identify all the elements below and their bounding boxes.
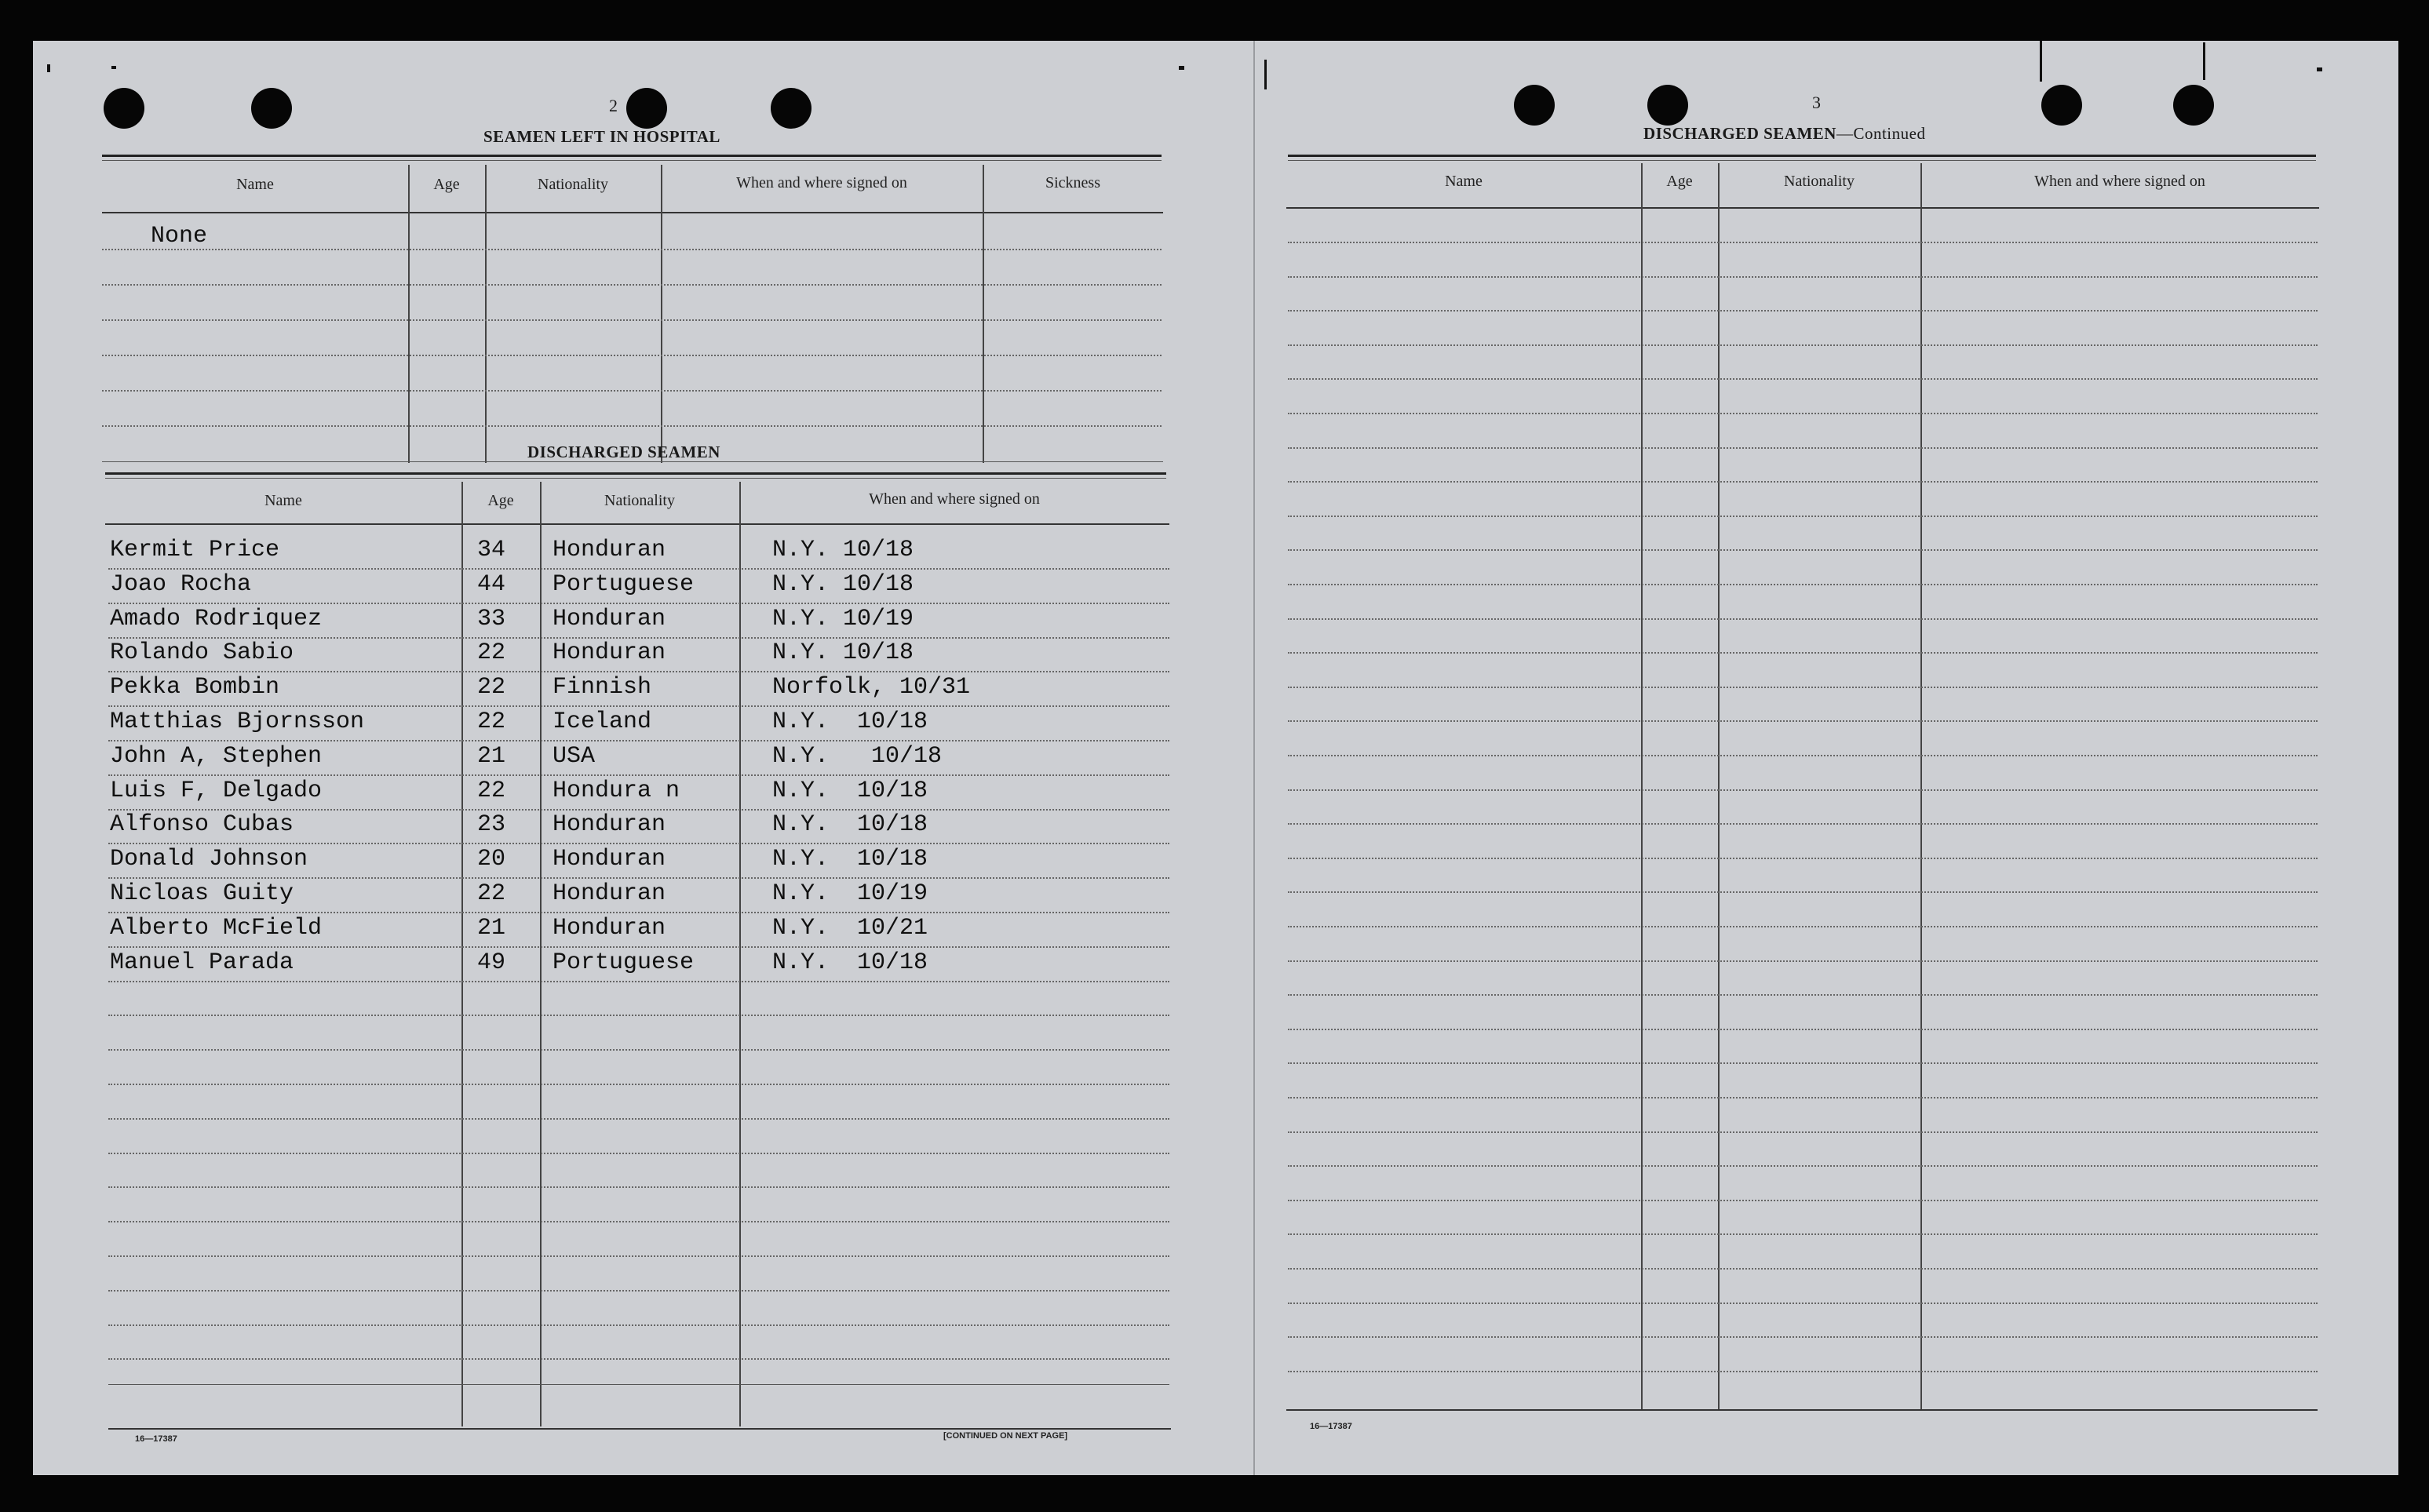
- seaman-signed-on: N.Y. 10/18: [772, 570, 914, 598]
- seaman-age: 34: [477, 537, 506, 563]
- row-rule: [108, 809, 1169, 811]
- row-rule: [1288, 926, 2318, 927]
- seaman-signed-on: N.Y. 10/19: [772, 880, 928, 907]
- seaman-name: John A, Stephen: [110, 742, 323, 770]
- seaman-name: Matthias Bjornsson: [110, 709, 365, 735]
- row-rule: [1288, 858, 2318, 859]
- row-rule: [1288, 1131, 2318, 1133]
- row-rule: [108, 1084, 1169, 1085]
- seaman-signed-on: N.Y. 10/18: [772, 949, 928, 976]
- seaman-age: 22: [477, 777, 506, 804]
- row-rule: [108, 1324, 1169, 1326]
- row-rule: [1288, 1268, 2318, 1270]
- scan-mark: [2040, 41, 2042, 82]
- seaman-signed-on: N.Y. 10/18: [772, 742, 943, 770]
- seaman-nationality: Honduran: [553, 605, 666, 632]
- row-rule: [108, 1049, 1169, 1051]
- row-rule: [1288, 1233, 2318, 1235]
- row-rule: [108, 1153, 1169, 1154]
- binder-hole: [1647, 85, 1688, 126]
- title-suffix: —Continued: [1836, 124, 1926, 143]
- row-rule: [1288, 891, 2318, 893]
- row-rule: [1288, 720, 2318, 722]
- continued-col-age: Age: [1666, 173, 1693, 190]
- row-rule: [108, 1186, 1169, 1188]
- continued-col-nationality: Nationality: [1784, 173, 1855, 190]
- seaman-age: 49: [477, 949, 506, 976]
- hospital-col-name: Name: [236, 176, 274, 193]
- row-rule: [1288, 344, 2318, 346]
- seaman-age: 22: [477, 880, 506, 907]
- seaman-nationality: USA: [553, 742, 596, 770]
- seaman-age: 23: [477, 811, 506, 839]
- row-rule: [1288, 1200, 2318, 1201]
- row-rule: [1288, 687, 2318, 688]
- page-number: 2: [609, 96, 618, 115]
- row-rule: [1288, 789, 2318, 791]
- continued-note: [CONTINUED ON NEXT PAGE]: [943, 1431, 1068, 1441]
- row-rule: [1288, 1303, 2318, 1304]
- seaman-age: 33: [477, 605, 506, 632]
- row-rule: [108, 568, 1169, 570]
- hospital-col-sickness: Sickness: [1045, 174, 1100, 191]
- row-rule: [1288, 1062, 2318, 1064]
- row-rule: [108, 1358, 1169, 1360]
- binder-hole: [626, 88, 667, 129]
- seaman-nationality: Portuguese: [553, 570, 695, 598]
- seaman-age: 20: [477, 846, 506, 873]
- row-rule: [1288, 1371, 2318, 1372]
- seaman-name: Donald Johnson: [110, 846, 308, 873]
- seaman-signed-on: N.Y. 10/21: [772, 914, 928, 942]
- seaman-name: Joao Rocha: [110, 570, 252, 598]
- row-rule: [1288, 413, 2318, 414]
- seaman-signed-on: N.Y. 10/18: [772, 709, 928, 735]
- row-rule: [108, 637, 1169, 639]
- seaman-name: Alfonso Cubas: [110, 811, 294, 839]
- seaman-nationality: Honduran: [553, 811, 666, 839]
- row-rule: [1288, 242, 2318, 243]
- binder-hole: [2041, 85, 2082, 126]
- row-rule: [1288, 618, 2318, 620]
- seaman-signed-on: N.Y. 10/18: [772, 846, 928, 873]
- seaman-signed-on: N.Y. 10/18: [772, 777, 928, 804]
- title-main: DISCHARGED SEAMEN: [1643, 124, 1836, 143]
- seaman-nationality: Finnish: [553, 674, 652, 701]
- row-rule: [1288, 584, 2318, 585]
- seaman-name: Manuel Parada: [110, 949, 294, 976]
- seaman-signed-on: N.Y. 10/18: [772, 639, 914, 667]
- row-rule: [1288, 652, 2318, 654]
- row-rule: [1288, 276, 2318, 278]
- seaman-name: Rolando Sabio: [110, 639, 294, 667]
- row-rule: [108, 877, 1169, 879]
- row-rule: [1288, 994, 2318, 996]
- continued-col-name: Name: [1445, 173, 1483, 190]
- seaman-name: Nicloas Guity: [110, 880, 294, 907]
- binder-hole: [251, 88, 292, 129]
- seaman-age: 44: [477, 570, 506, 598]
- scan-mark: [2203, 42, 2205, 80]
- seaman-signed-on: N.Y. 10/18: [772, 537, 914, 563]
- row-rule: [1288, 823, 2318, 825]
- row-rule: [1288, 1165, 2318, 1167]
- left-page: [33, 41, 1253, 1475]
- seaman-nationality: Honduran: [553, 639, 666, 667]
- scan-mark: [111, 66, 116, 69]
- row-rule: [108, 603, 1169, 604]
- row-rule: [108, 843, 1169, 844]
- discharged-col-age: Age: [487, 492, 514, 509]
- row-rule: [1288, 1336, 2318, 1338]
- scan-mark: [1264, 60, 1267, 89]
- seaman-age: 21: [477, 914, 506, 942]
- discharged-col-nationality: Nationality: [604, 492, 675, 509]
- binder-hole: [2173, 85, 2214, 126]
- seaman-name: Alberto McField: [110, 914, 323, 942]
- row-rule: [108, 1118, 1169, 1120]
- hospital-entry-none: None: [151, 223, 208, 250]
- seaman-name: Pekka Bombin: [110, 674, 280, 701]
- row-rule: [1288, 1029, 2318, 1030]
- hospital-col-nationality: Nationality: [538, 176, 608, 193]
- seaman-nationality: Hondura n: [553, 777, 680, 804]
- row-rule: [108, 774, 1169, 776]
- scan-mark: [47, 64, 50, 72]
- seaman-age: 22: [477, 639, 506, 667]
- seaman-age: 21: [477, 742, 506, 770]
- discharged-continued-title: [1643, 124, 1925, 144]
- seaman-age: 22: [477, 709, 506, 735]
- row-rule: [1288, 516, 2318, 517]
- row-rule: [1288, 481, 2318, 483]
- row-rule: [108, 705, 1169, 707]
- right-page: [1253, 41, 2398, 1475]
- form-number: 16—17387: [135, 1434, 177, 1444]
- seaman-age: 22: [477, 674, 506, 701]
- seaman-name: Kermit Price: [110, 537, 280, 563]
- row-rule: [108, 1221, 1169, 1222]
- discharged-section-title: DISCHARGED SEAMEN: [527, 443, 720, 461]
- seaman-nationality: Honduran: [553, 914, 666, 942]
- scan-mark: [2317, 67, 2322, 71]
- hospital-col-signed-on: When and where signed on: [736, 174, 907, 191]
- seaman-nationality: Honduran: [553, 880, 666, 907]
- row-rule: [1288, 310, 2318, 312]
- discharged-col-name: Name: [264, 492, 302, 509]
- seaman-nationality: Honduran: [553, 846, 666, 873]
- seaman-nationality: Iceland: [553, 709, 652, 735]
- row-rule: [108, 1255, 1169, 1257]
- discharged-col-signed-on: When and where signed on: [869, 490, 1040, 508]
- form-number: 16—17387: [1310, 1422, 1352, 1431]
- row-rule: [1288, 447, 2318, 449]
- page-number: 3: [1812, 93, 1821, 112]
- scan-mark: [1179, 66, 1184, 70]
- continued-col-signed-on: When and where signed on: [2034, 173, 2205, 190]
- row-rule: [108, 671, 1169, 672]
- row-rule: [1288, 1097, 2318, 1098]
- seaman-signed-on: N.Y. 10/19: [772, 605, 914, 632]
- seaman-signed-on: N.Y. 10/18: [772, 811, 928, 839]
- hospital-section-title: SEAMEN LEFT IN HOSPITAL: [483, 127, 720, 146]
- row-rule: [108, 981, 1169, 982]
- row-rule: [108, 912, 1169, 913]
- seaman-signed-on: Norfolk, 10/31: [772, 674, 971, 701]
- binder-hole: [104, 88, 144, 129]
- binder-hole: [771, 88, 811, 129]
- row-rule: [1288, 549, 2318, 551]
- seaman-nationality: Honduran: [553, 537, 666, 563]
- row-rule: [1288, 378, 2318, 380]
- row-rule: [108, 946, 1169, 948]
- row-rule: [108, 1015, 1169, 1016]
- seaman-nationality: Portuguese: [553, 949, 695, 976]
- row-rule: [1288, 755, 2318, 756]
- row-rule: [1288, 960, 2318, 962]
- seaman-name: Amado Rodriquez: [110, 605, 323, 632]
- binder-hole: [1514, 85, 1555, 126]
- row-rule: [108, 740, 1169, 741]
- seaman-name: Luis F, Delgado: [110, 777, 323, 804]
- hospital-col-age: Age: [433, 176, 460, 193]
- row-rule: [108, 1290, 1169, 1292]
